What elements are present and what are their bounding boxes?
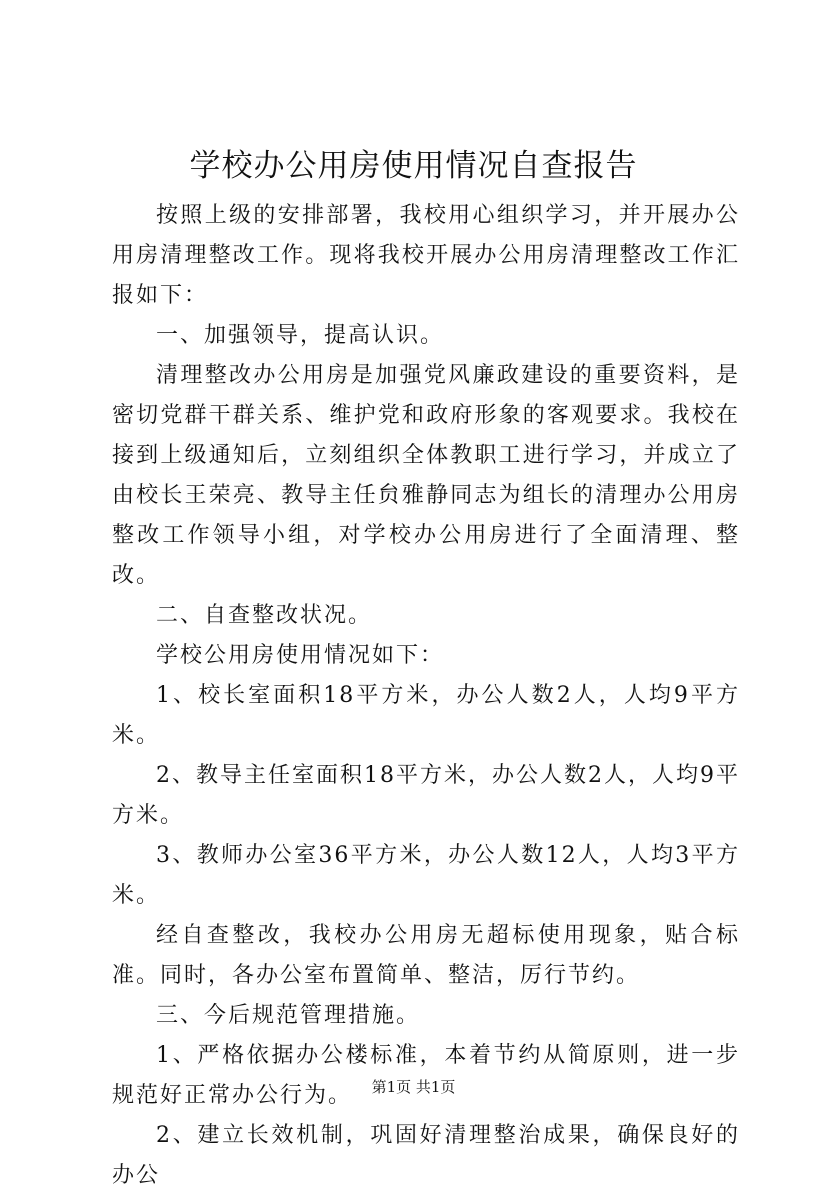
section-heading-1: 一、加强领导，提高认识。 [156, 323, 445, 348]
list-item-teacher-office: 3、教师办公室36平方米，办公人数12人，人均3平方米。 [112, 843, 740, 908]
paragraph-intro: 按照上级的安排部署，我校用心组织学习，并开展办公用房清理整改工作。现将我校开展办公用房清理整改工作汇报如下： [112, 203, 740, 308]
list-item-measure-1: 1、严格依据办公楼标准，本着节约从简原则，进一步规范好正常办公行为。 [112, 1043, 740, 1108]
document-title: 学校办公用房使用情况自查报告 [189, 148, 638, 184]
paragraph-usage-intro: 学校公用房使用情况如下： [156, 643, 445, 668]
document-body [112, 196, 740, 1196]
list-item-measure-2: 2、建立长效机制，巩固好清理整治成果，确保良好的办公 [112, 1123, 740, 1188]
list-item-dean-office: 2、教导主任室面积18平方米，办公人数2人，人均9平方米。 [112, 763, 740, 828]
list-item-principal-office: 1、校长室面积18平方米，办公人数2人，人均9平方米。 [112, 683, 740, 748]
paragraph-conclusion: 经自查整改，我校办公用房无超标使用现象，贴合标准。同时，各办公室布置简单、整洁，厉行节约。 [112, 923, 740, 988]
section-heading-3: 三、今后规范管理措施。 [156, 1003, 421, 1028]
section-heading-2: 二、自查整改状况。 [156, 603, 373, 628]
paragraph-section-1: 清理整改办公用房是加强党风廉政建设的重要资料，是密切党群干群关系、维护党和政府形象的客观要求。我校在接到上级通知后，立刻组织全体教职工进行学习，并成立了由校长王荣亮、教导主任贠雅静同志为组长的清理办公用房整改工作领导小组，对学校办公用房进行了全面清理、整改。 [112, 363, 740, 588]
page-footer: 第1页 共1页 [371, 1078, 456, 1096]
